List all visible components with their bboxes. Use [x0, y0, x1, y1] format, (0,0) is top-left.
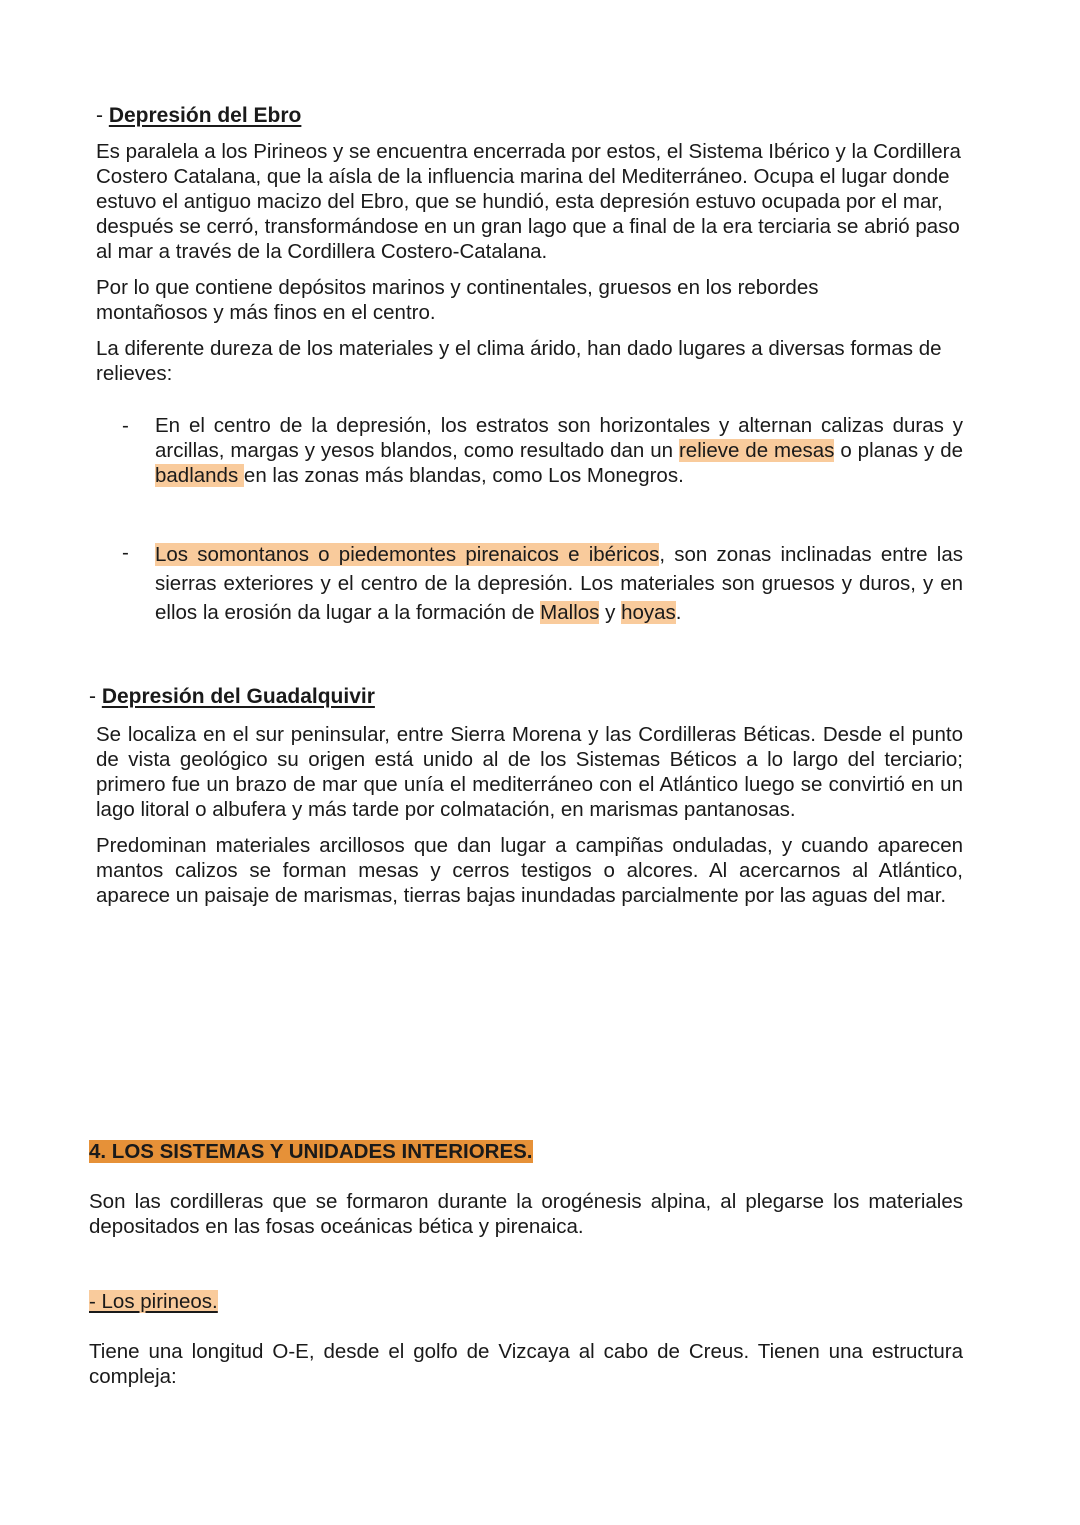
ebro-paragraph-2: Por lo que contiene depósitos marinos y continentales, gruesos en los rebordes montañosos y más finos en el centro.	[96, 276, 819, 324]
guadalquivir-prefix: -	[89, 685, 102, 708]
section-4-paragraph-2: Tiene una longitud O-E, desde el golfo de Vizcaya al cabo de Creus. Tienen una estructura compleja:	[89, 1340, 963, 1388]
ebro-prefix: -	[96, 104, 109, 127]
ebro-heading	[96, 103, 301, 128]
guadalquivir-heading	[89, 684, 375, 709]
guadalquivir-body	[96, 722, 963, 908]
bullet-1-part-2: o planas y de	[834, 439, 963, 462]
bullet-2-part-1: , son zonas inclinadas entre las sierras exteriores y el centro de la depresión. Los materiales son gruesos y duros, y en ellos la erosión da lugar a la formación de	[155, 543, 964, 624]
bullet-2-dash: -	[122, 541, 129, 564]
bullet-1-part-1: En el centro de la depresión, los estratos son horizontales y alternan calizas duras y arcillas, margas y yesos blandos, como resultado dan un	[155, 414, 963, 462]
highlight-hoyas: hoyas	[621, 601, 676, 624]
bullet-1-part-3: en las zonas más blandas, como Los Monegros.	[243, 464, 684, 487]
bullet-2-part-3: .	[675, 601, 682, 624]
ebro-title: Depresión del Ebro	[108, 104, 302, 127]
highlight-badlands: badlands	[155, 464, 244, 487]
section-4-heading	[89, 1139, 533, 1164]
section-4-title: 4. LOS SISTEMAS Y UNIDADES INTERIORES.	[89, 1140, 533, 1163]
section-4-paragraph-1: Son las cordilleras que se formaron durante la orogénesis alpina, al plegarse los materiales depositados en las fosas oceánicas bética y pirenaica.	[89, 1190, 963, 1238]
guadalquivir-paragraph-2: Predominan materiales arcillosos que dan lugar a campiñas onduladas, y cuando aparecen mantos calizos se forman mesas y cerros testigos o alcores. Al acercarnos al Atlántico, aparece un paisaje de marismas, tierras bajas inundadas parcialmente por las aguas del mar.	[96, 834, 963, 907]
highlight-somontanos: Los somontanos o piedemontes pirenaicos e ibéricos	[155, 543, 660, 566]
highlight-mallos: Mallos	[540, 601, 600, 624]
highlight-relieve-de-mesas: relieve de mesas	[678, 439, 835, 462]
bullet-2-part-2: y	[599, 601, 622, 624]
pirineos-heading	[89, 1289, 218, 1314]
guadalquivir-title: Depresión del Guadalquivir	[101, 685, 375, 708]
guadalquivir-paragraph-1: Se localiza en el sur peninsular, entre Sierra Morena y las Cordilleras Béticas. Desde el punto de vista geológico su origen está unido al de los Sistemas Béticos a lo largo del terciario; primero fue un brazo de mar que unía el mediterráneo con el Atlántico luego se convirtió en un lago litoral o albufera y más tarde por colmatación, en marismas pantanosas.	[96, 723, 963, 821]
bullet-1-text	[155, 413, 963, 488]
pirineos-title: - Los pirineos.	[89, 1290, 218, 1313]
bullet-2-text	[155, 540, 963, 627]
ebro-paragraph-1: Es paralela a los Pirineos y se encuentra encerrada por estos, el Sistema Ibérico y la Cordillera Costero Catalana, que la aísla de la influencia marina del Mediterráneo. Ocupa el lugar donde estuvo el antiguo macizo del Ebro, que se hundió, esta depresión estuvo ocupada por el mar, después se cerró, transformándose en un gran lago que a final de la era terciaria se abrió paso al mar a través de la Cordillera Costero-Catalana.	[96, 140, 961, 263]
bullet-1-dash: -	[122, 414, 129, 437]
ebro-body	[96, 139, 976, 386]
ebro-paragraph-3: La diferente dureza de los materiales y el clima árido, han dado lugares a diversas formas de relieves:	[96, 337, 942, 385]
